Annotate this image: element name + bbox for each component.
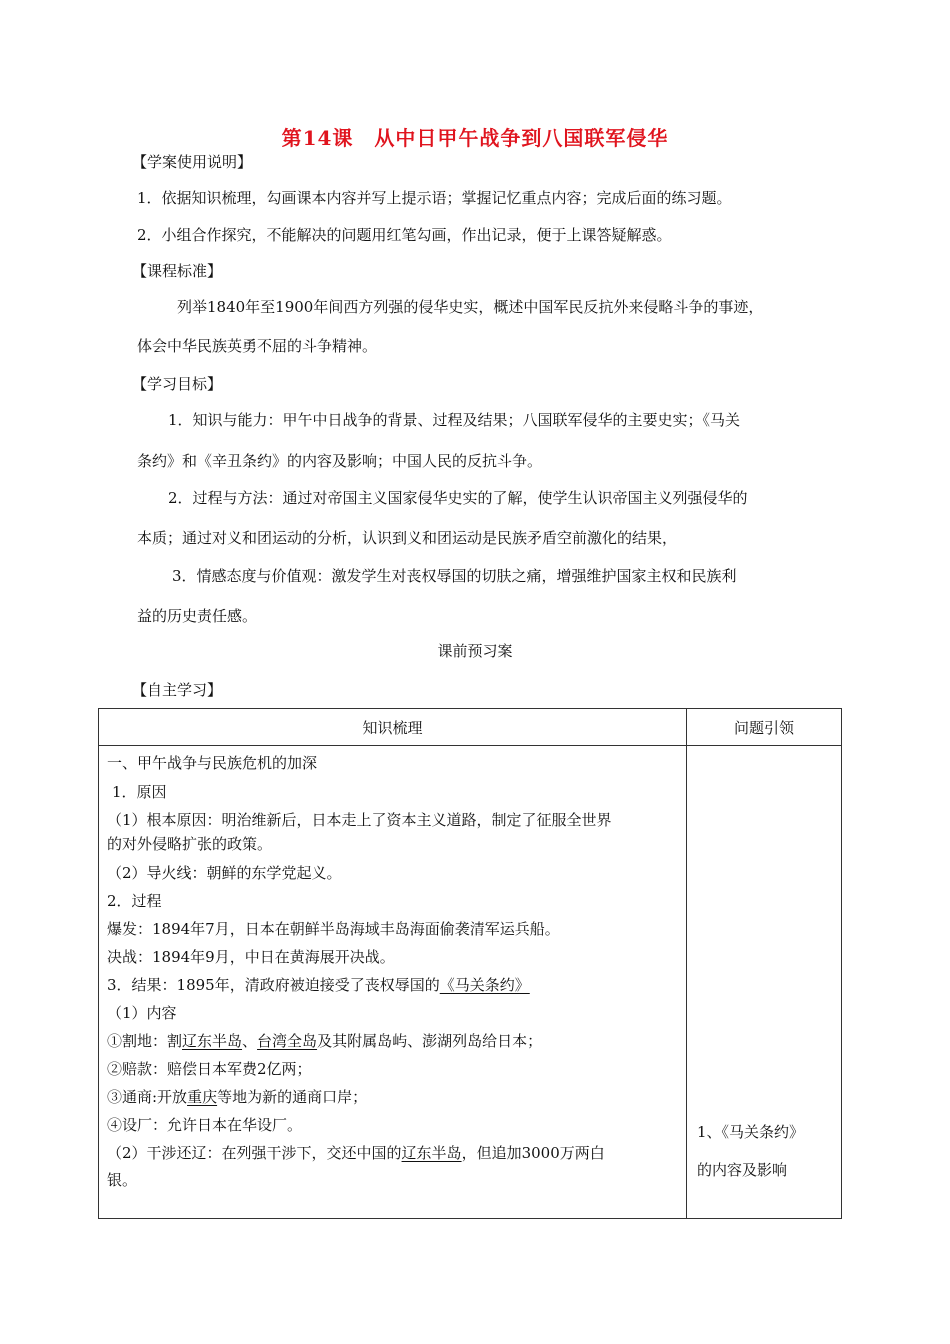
return-suffix: ，但追加3000万两白 [461, 1144, 605, 1162]
cession-separator: 、 [242, 1032, 258, 1050]
process-title: 2．过程 [107, 892, 162, 910]
factory: ④设厂：允许日本在华设厂。 [107, 1116, 303, 1134]
cession-suffix: 及其附属岛屿、澎湖列岛给日本； [317, 1032, 543, 1050]
self-study-heading: 【自主学习】 [132, 681, 223, 699]
cession-line [107, 1030, 542, 1051]
cause-1-line-2: 的对外侵略扩张的政策。 [107, 835, 273, 853]
usage-heading: 【学案使用说明】 [132, 153, 253, 171]
col-header-knowledge: 知识梳理 [99, 709, 687, 746]
result-treaty: 《马关条约》 [439, 976, 530, 994]
taiwan-island: 台湾全岛 [257, 1032, 318, 1050]
goal-1-line-2: 条约》和《辛丑条约》的内容及影响；中国人民的反抗斗争。 [137, 452, 543, 470]
trade-prefix: ③通商:开放 [107, 1088, 188, 1106]
knowledge-table [98, 708, 842, 1219]
chongqing: 重庆 [187, 1088, 218, 1106]
knowledge-cell [99, 746, 687, 1219]
question-1-line-2: 的内容及影响 [697, 1161, 788, 1179]
trade-suffix: 等地为新的通商口岸； [217, 1088, 368, 1106]
content-title: （1）内容 [107, 1004, 177, 1022]
table-row [99, 746, 842, 1219]
cause-2: （2）导火线：朝鲜的东学党起义。 [107, 864, 342, 882]
indemnity: ②赔款：赔偿日本军费2亿两； [107, 1060, 312, 1078]
table-header-row [99, 709, 842, 746]
usage-item-2: 2．小组合作探究，不能解决的问题用红笔勾画，作出记录，便于上课答疑解惑。 [137, 226, 672, 244]
return-line-2: 银。 [107, 1171, 138, 1189]
page-title: 第14课 从中日甲午战争到八国联军侵华 [281, 126, 669, 150]
col-header-questions: 问题引领 [687, 709, 842, 746]
trade-line [107, 1086, 367, 1107]
section-heading: 一、甲午战争与民族危机的加深 [107, 754, 318, 772]
result-line [107, 974, 530, 995]
goal-3-line-1: 3．情感态度与价值观：激发学生对丧权辱国的切肤之痛，增强维护国家主权和民族利 [172, 567, 737, 585]
goal-2-line-2: 本质；通过对义和团运动的分析，认识到义和团运动是民族矛盾空前激化的结果， [137, 529, 678, 547]
cause-1-line-1: （1）根本原因：明治维新后，日本走上了资本主义道路，制定了征服全世界 [107, 811, 612, 829]
question-1-line-1: 1、《马关条约》 [697, 1123, 805, 1141]
standard-line-2: 体会中华民族英勇不屈的斗争精神。 [137, 337, 378, 355]
cause-title: 1．原因 [112, 783, 167, 801]
goal-3-line-2: 益的历史责任感。 [137, 607, 258, 625]
outbreak: 爆发：1894年7月，日本在朝鲜半岛海域丰岛海面偷袭清军运兵船。 [107, 920, 560, 938]
question-cell [687, 746, 842, 1219]
decisive-battle: 决战：1894年9月，中日在黄海展开决战。 [107, 948, 395, 966]
standard-line-1: 列举1840年至1900年间西方列强的侵华史实，概述中国军民反抗外来侵略斗争的事迹， [177, 298, 764, 316]
goal-2-line-1: 2．过程与方法：通过对帝国主义国家侵华史实的了解，使学生认识帝国主义列强侵华的 [168, 489, 748, 507]
return-line [107, 1142, 605, 1163]
standard-heading: 【课程标准】 [132, 262, 223, 280]
usage-item-1: 1．依据知识梳理，勾画课本内容并写上提示语；掌握记忆重点内容；完成后面的练习题。 [137, 189, 732, 207]
result-prefix: 3．结果：1895年，清政府被迫接受了丧权辱国的 [107, 976, 440, 994]
return-liaodong: 辽东半岛 [401, 1144, 462, 1162]
liaodong-peninsula: 辽东半岛 [182, 1032, 243, 1050]
preview-title: 课前预习案 [437, 642, 513, 660]
cession-prefix: ①割地：割 [107, 1032, 183, 1050]
return-prefix: （2）干涉还辽：在列强干涉下，交还中国的 [107, 1144, 402, 1162]
goal-1-line-1: 1．知识与能力：甲午中日战争的背景、过程及结果；八国联军侵华的主要史实；《马关 [168, 411, 741, 429]
goals-heading: 【学习目标】 [132, 375, 223, 393]
